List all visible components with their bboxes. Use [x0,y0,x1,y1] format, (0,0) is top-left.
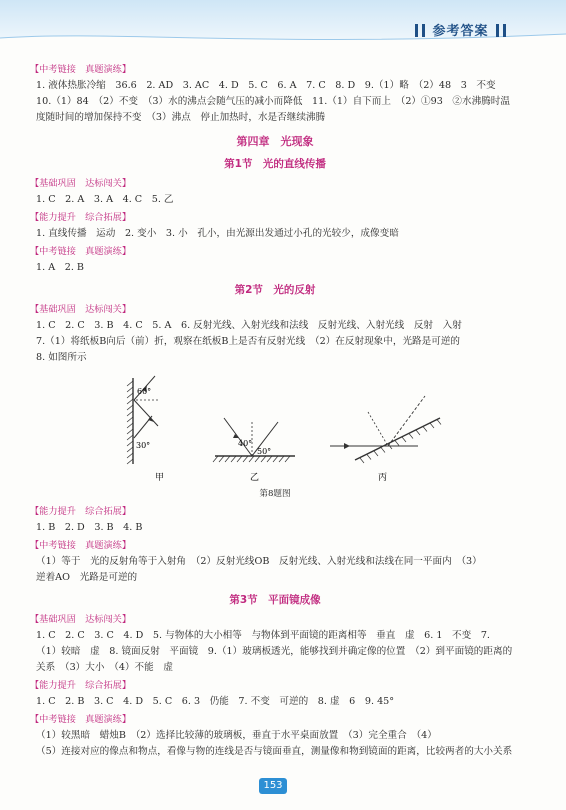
angle-60-label: 60° [137,387,152,396]
diagram-label-bing: 丙 [378,473,388,483]
section-tag: 【基础巩固 达标闯关】 [30,304,132,315]
answer-line: 1. 直线传播 运动 2. 变小 3. 小 孔小，由光源出发通过小孔的光较少，成像变暗 [36,228,399,239]
page-number: 153 [259,778,287,794]
section-tag: 【中考链接 真题演练】 [30,714,132,725]
header-title-text: 参考答案 [432,24,489,39]
answer-line: （5）连接对应的像点和物点，看像与物的连线是否与镜面垂直，测量像和物到镜面的距离，比较两者的大小关系 [36,746,513,757]
diagram-label-yi: 乙 [250,473,260,483]
answer-line: 1. A 2. B [36,262,84,273]
section-tag: 【能力提升 综合拓展】 [30,680,132,691]
figure-caption: 第8题图 [259,489,291,499]
section-tag: 【基础巩固 达标闯关】 [30,178,132,189]
answer-line: 度随时间的增加保持不变 （3）沸点 停止加热时，水是否继续沸腾 [36,112,326,123]
section-tag: 【中考链接 真题演练】 [30,540,132,551]
section-tag: 【中考链接 真题演练】 [30,64,132,75]
section-tag: 【基础巩固 达标闯关】 [30,614,132,625]
answer-line: 关系 （3）大小 （4）不能 虚 [36,662,173,673]
answer-line: （1）等于 光的反射角等于入射角 （2）反射光线OB 反射光线、入射光线和法线在同一平面内 （3） [36,556,482,567]
lesson-title: 第1节 光的直线传播 [224,158,326,170]
answer-line: （1）较暗 虚 8. 镜面反射 平面镜 9.（1）玻璃板透光，能够找到并确定像的位置 （2）到平面镜的距离的 [36,646,513,657]
answer-line: 8. 如图所示 [36,352,87,363]
lesson-title: 第2节 光的反射 [234,284,316,296]
answer-line: 10.（1）84 （2）不变 （3）水的沸点会随气压的减小而降低 11.（1）自下而上 （2）①93 ②水沸腾时温 [36,96,510,107]
figure-8-diagram [30,372,520,484]
reflection-diagrams [30,372,520,484]
diagram-jia [127,376,164,483]
diagram-bing [330,396,441,483]
answer-line: 1. C 2. C 3. B 4. C 5. A 6. 反射光线、入射光线和法线 反射光线、入射光线 反射 入射 [36,320,462,331]
answer-line: 7.（1）将纸板B向后（前）折，观察在纸板B上是否有反射光线 （2）在反射现象中，光路是可逆的 [36,336,461,347]
answer-content [30,60,520,760]
diagram-yi [213,418,295,483]
answer-line: 1. C 2. C 3. C 4. D 5. 与物体的大小相等 与物体到平面镜的距离相等 垂直 虚 6. 1 不变 7. [36,630,490,641]
answer-line: 1. C 2. B 3. C 4. D 5. C 6. 3 仍能 7. 不变 可逆的 8. 虚 6 9. 45° [36,696,395,707]
answer-line: 1. C 2. A 3. A 4. C 5. 乙 [36,194,174,205]
section-tag: 【能力提升 综合拓展】 [30,506,132,517]
angle-30-label: 30° [136,441,151,450]
section-tag: 【能力提升 综合拓展】 [30,212,132,223]
answer-line: 1. 液体热胀冷缩 36.6 2. AD 3. AC 4. D 5. C 6. A 7. C 8. D 9.（1）略 （2）48 3 不变 [36,80,496,91]
chapter-title: 第四章 光现象 [236,135,314,148]
angle-50-label: 50° [257,447,272,456]
angle-40-label: 40° [238,439,253,448]
diagram-label-jia: 甲 [155,473,165,483]
lesson-title: 第3节 平面镜成像 [229,594,321,606]
header-title [413,20,508,39]
answer-line: 1. B 2. D 3. B 4. B [36,522,143,533]
answer-line: 逆着AO 光路是可逆的 [36,572,138,583]
answer-line: （1）较黑暗 蜡烛B （2）选择比较薄的玻璃板，垂直于水平桌面放置 （3）完全重合 （4） [36,730,437,741]
section-tag: 【中考链接 真题演练】 [30,246,132,257]
